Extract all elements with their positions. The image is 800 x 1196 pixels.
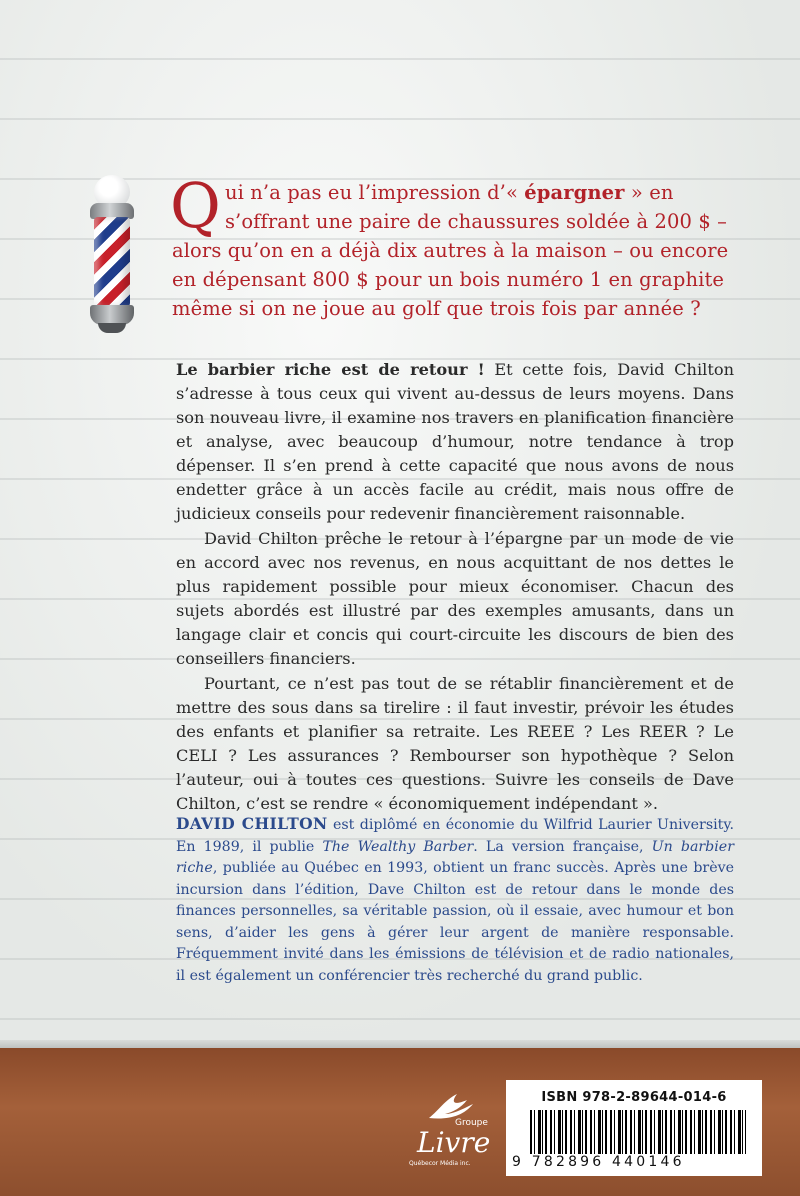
- quote-close: »: [624, 181, 643, 204]
- publisher-subtitle: Québecor Média inc.: [409, 1160, 471, 1167]
- description-paragraph-2: David Chilton prêche le retour à l’épargne par un mode de vie en accord avec nos revenus, en nous acquittant de nos dettes le plus rapidement possible pour mieux économiser. Chacun des sujets abordés est illustré par des exemples amusants, dans un langage clair et concis qui court-circuite les discours de bien des conseillers financiers.: [176, 529, 734, 668]
- drop-cap: Q: [170, 169, 221, 242]
- publisher-name: Livre: [417, 1126, 491, 1159]
- book-title-english: The Wealthy Barber: [322, 838, 474, 855]
- barcode-digits: 9 782896 440146: [512, 1154, 685, 1170]
- book-title-french: Un barbier riche: [176, 838, 734, 876]
- quote-emphasis: épargner: [524, 181, 625, 204]
- book-description: [176, 358, 734, 816]
- description-p1-text: Et cette fois, David Chilton s’adresse à tous ceux qui vivent au-dessus de leurs moyens. Dans son nouveau livre, il examine nos travers en planification financière et analyse, avec beaucoup d’humour, notre tendance à trop dépenser. Il s’en prend à cette capacité que nous avons de nous endetter grâce à un accès facile au crédit, mais nous offre de judicieux conseils pour redevenir financièrement raisonnable.: [176, 360, 734, 523]
- isbn-number: ISBN 978-2-89644-014-6: [541, 1090, 727, 1105]
- quote-continuation: en s’offrant une paire de chaussures soldée à 200 $ – alors qu’on en a déjà dix autres à la maison – ou encore en dépensant 800 $ pour un bois numéro 1 en graphite même si on ne joue au golf que trois fois par année ?: [172, 181, 729, 320]
- publisher-groupe: Groupe: [455, 1118, 488, 1128]
- description-paragraph-1: [176, 358, 734, 526]
- isbn-barcode: [506, 1080, 762, 1176]
- barcode-bars: [530, 1110, 746, 1154]
- barber-pole-icon: [84, 175, 140, 340]
- pull-quote: [170, 169, 732, 323]
- bird-icon: [427, 1088, 475, 1122]
- bio-text-1: est diplômé en économie du Wilfrid Laurier University. En 1989, il publie: [176, 817, 734, 855]
- bio-paragraph: [176, 813, 734, 987]
- bio-text-3: , publiée au Québec en 1993, obtient un franc succès. Après une brève incursion dans l’édition, Dave Chilton est de retour dans le monde des finances personnelles, sa véritable passion, où il essaie, avec humour et bon sens, d’aider les gens à gérer leur argent de manière responsable. Fréquemment invité dans les émissions de télévision et de radio nationales, il est également un conférencier très recherché du grand public.: [176, 860, 734, 984]
- bio-text-2: . La version française,: [473, 838, 652, 855]
- quote-line1: ui n’a pas eu l’impression d’«: [224, 181, 525, 204]
- description-paragraph-3: Pourtant, ce n’est pas tout de se rétablir financièrement et de mettre des sous dans sa tirelire : il faut investir, prévoir les études des enfants et planifier sa retraite. Les REEE ? Les REER ? Le CELI ? Les assurances ? Rembourser son hypothèque ? Selon l’auteur, oui à toutes ces questions. Suivre les conseils de Dave Chilton, c’est se rendre « économiquement indépendant ».: [176, 674, 734, 813]
- author-name: DAVID CHILTON: [176, 814, 328, 833]
- author-bio: [176, 813, 734, 987]
- description-lead: Le barbier riche est de retour !: [176, 360, 485, 379]
- publisher-logo: [405, 1088, 495, 1168]
- quote-text: [170, 169, 732, 323]
